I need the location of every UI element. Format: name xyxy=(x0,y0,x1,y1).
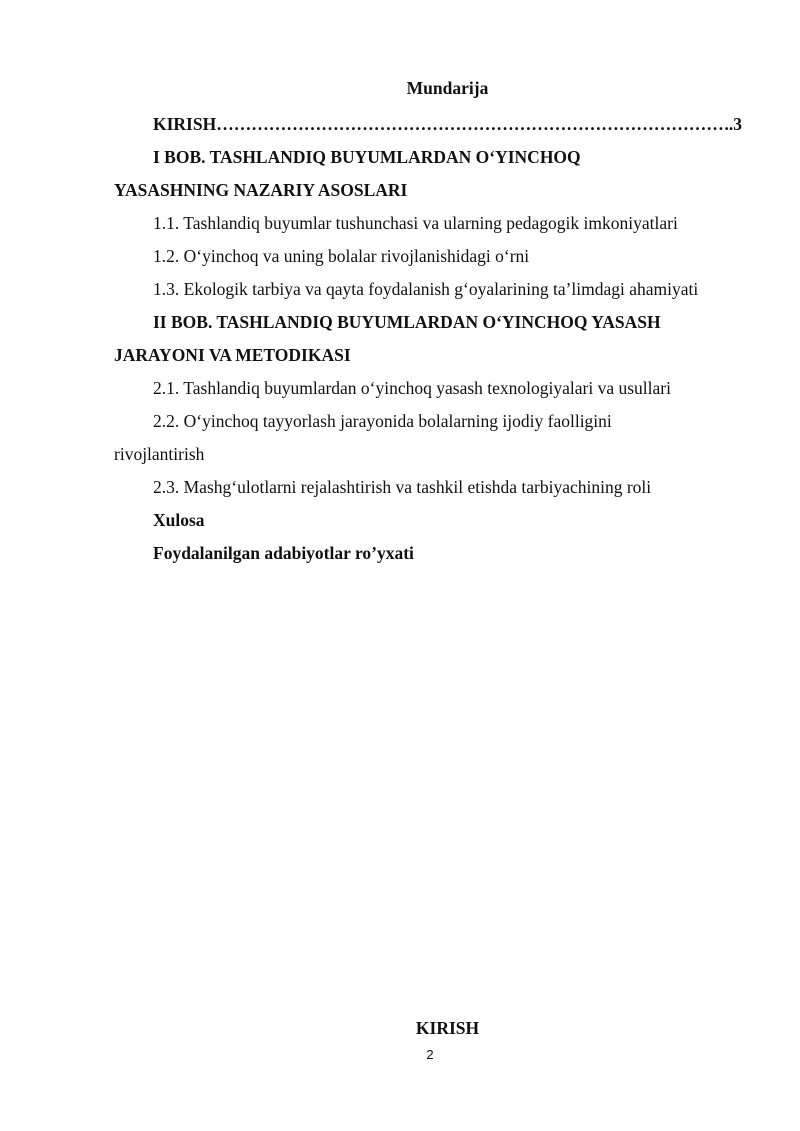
toc-entry-2-2: 2.2. O‘yinchoq tayyorlash jarayonida bolalarning ijodiy faolligini xyxy=(153,411,612,431)
toc-entry-2-1: 2.1. Tashlandiq buyumlardan o‘yinchoq yasash texnologiyalari va usullari xyxy=(153,378,671,398)
section-heading: KIRISH xyxy=(415,1018,480,1038)
toc-entry-2-3: 2.3. Mashg‘ulotlarni rejalashtirish va tashkil etishda tarbiyachining roli xyxy=(153,477,652,497)
toc-leader-dots xyxy=(216,108,729,141)
toc-entry-chapter-1: I BOB. TASHLANDIQ BUYUMLARDAN O‘YINCHOQ xyxy=(153,147,581,167)
toc-entry-1-2: 1.2. O‘yinchoq va uning bolalar rivojlanishidagi o‘rni xyxy=(153,246,530,266)
toc-entry-1-1: 1.1. Tashlandiq buyumlar tushunchasi va ularning pedagogik imkoniyatlari xyxy=(153,213,678,233)
toc-entry-kirish xyxy=(0,108,742,141)
toc-entry-references: Foydalanilgan adabiyotlar ro’yxati xyxy=(153,543,414,563)
page-number: 2 xyxy=(426,1047,434,1062)
toc-entry-page: .3 xyxy=(728,114,742,134)
page-title: Mundarija xyxy=(406,78,489,98)
toc-entry-chapter-2-cont: JARAYONI VA METODIKASI xyxy=(114,345,351,365)
toc-entry-chapter-1-cont: YASASHNING NAZARIY ASOSLARI xyxy=(114,180,408,200)
table-of-contents xyxy=(0,108,800,570)
toc-entry-1-3: 1.3. Ekologik tarbiya va qayta foydalanish g‘oyalarining ta’limdagi ahamiyati xyxy=(153,279,699,299)
toc-entry-label: KIRISH xyxy=(153,114,217,134)
toc-entry-2-2-cont: rivojlantirish xyxy=(114,444,205,464)
toc-entry-chapter-2: II BOB. TASHLANDIQ BUYUMLARDAN O‘YINCHOQ YASASH xyxy=(153,312,661,332)
toc-entry-conclusion: Xulosa xyxy=(153,510,205,530)
